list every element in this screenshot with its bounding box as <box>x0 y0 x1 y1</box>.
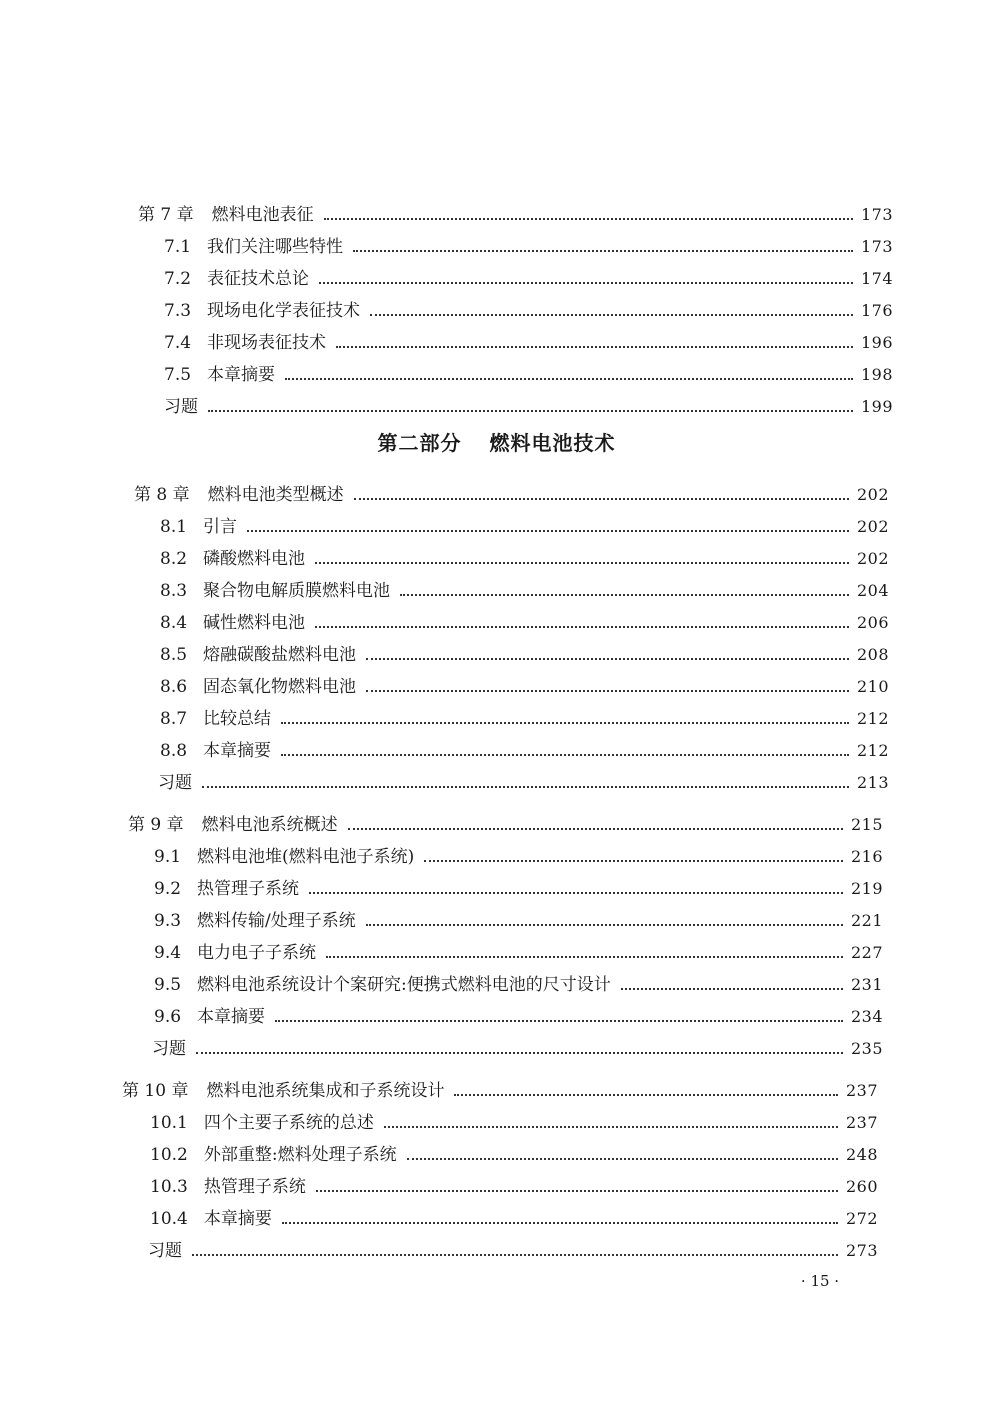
toc-section-entry[interactable] <box>160 636 889 666</box>
entry-number: 第 10 章 <box>122 1081 189 1101</box>
entry-page-number: 237 <box>845 1113 878 1132</box>
toc-exercise-entry[interactable] <box>164 388 893 418</box>
toc-section-entry[interactable] <box>164 356 893 386</box>
entry-title: 熔融碳酸盐燃料电池 <box>203 645 357 665</box>
entry-title: 热管理子系统 <box>197 879 300 899</box>
entry-page-number: 237 <box>845 1081 878 1100</box>
dot-leader <box>315 561 849 564</box>
entry-number: 9.3 <box>154 911 182 931</box>
entry-number: 第 8 章 <box>134 485 190 505</box>
entry-page-number: 272 <box>845 1209 878 1228</box>
toc-section-entry[interactable] <box>160 540 889 570</box>
dot-leader <box>208 409 853 412</box>
toc-section-entry[interactable] <box>154 838 883 868</box>
entry-title: 本章摘要 <box>203 741 272 761</box>
toc-section-entry[interactable] <box>154 998 883 1028</box>
entry-page-number: 199 <box>860 397 893 416</box>
entry-page-number: 216 <box>850 847 883 866</box>
dot-leader <box>247 529 849 532</box>
entry-page-number: 208 <box>856 645 889 664</box>
part-label: 第二部分 <box>377 431 462 455</box>
toc-section-entry[interactable] <box>160 572 889 602</box>
entry-title: 燃料电池表征 <box>211 205 314 225</box>
entry-title: 外部重整:燃料处理子系统 <box>203 1145 397 1165</box>
dot-leader <box>192 1253 838 1256</box>
entry-page-number: 260 <box>845 1177 878 1196</box>
dot-leader <box>348 827 843 830</box>
entry-title: 燃料传输/处理子系统 <box>197 911 356 931</box>
entry-page-number: 235 <box>850 1039 883 1058</box>
entry-page-number: 174 <box>860 269 893 288</box>
entry-title: 燃料电池系统概述 <box>201 815 338 835</box>
entry-number: 8.8 <box>160 741 188 761</box>
toc-exercise-entry[interactable] <box>152 1030 883 1060</box>
dot-leader <box>621 987 843 990</box>
entry-page-number: 213 <box>856 773 889 792</box>
toc-section-entry[interactable] <box>150 1136 878 1166</box>
part-title: 燃料电池技术 <box>489 431 616 455</box>
entry-number: 10.1 <box>150 1113 188 1133</box>
entry-number: 7.2 <box>164 269 192 289</box>
toc-section-entry[interactable] <box>154 870 883 900</box>
entry-number: 习题 <box>152 1039 186 1059</box>
dot-leader <box>309 891 843 894</box>
toc-section-entry[interactable] <box>150 1104 878 1134</box>
entry-number: 9.1 <box>154 847 182 867</box>
entry-page-number: 173 <box>860 205 893 224</box>
entry-page-number: 215 <box>850 815 883 834</box>
entry-title: 聚合物电解质膜燃料电池 <box>203 581 391 601</box>
entry-page-number: 206 <box>856 613 889 632</box>
entry-page-number: 210 <box>856 677 889 696</box>
toc-section-entry[interactable] <box>150 1200 878 1230</box>
entry-number: 10.3 <box>150 1177 188 1197</box>
entry-page-number: 227 <box>850 943 883 962</box>
entry-title: 固态氧化物燃料电池 <box>203 677 357 697</box>
entry-page-number: 248 <box>845 1145 878 1164</box>
entry-number: 7.5 <box>164 365 192 385</box>
dot-leader <box>282 1221 838 1224</box>
dot-leader <box>424 859 843 862</box>
entry-number: 7.3 <box>164 301 192 321</box>
toc-section-entry[interactable] <box>160 668 889 698</box>
page-number: · 15 · <box>800 1272 840 1290</box>
dot-leader <box>370 313 853 316</box>
entry-number: 7.4 <box>164 333 192 353</box>
toc-chapter-entry[interactable] <box>128 806 883 836</box>
dot-leader <box>275 1019 843 1022</box>
part-heading <box>0 427 993 456</box>
entry-page-number: 234 <box>850 1007 883 1026</box>
entry-number: 习题 <box>148 1241 182 1261</box>
entry-title: 非现场表征技术 <box>207 333 327 353</box>
toc-section-entry[interactable] <box>160 700 889 730</box>
dot-leader <box>366 689 849 692</box>
entry-number: 10.4 <box>150 1209 188 1229</box>
entry-title: 燃料电池类型概述 <box>207 485 344 505</box>
entry-number: 习题 <box>164 397 198 417</box>
entry-number: 9.2 <box>154 879 182 899</box>
entry-number: 8.4 <box>160 613 188 633</box>
entry-title: 燃料电池系统集成和子系统设计 <box>206 1081 445 1101</box>
entry-title: 热管理子系统 <box>203 1177 306 1197</box>
dot-leader <box>326 955 843 958</box>
entry-page-number: 176 <box>860 301 893 320</box>
toc-chapter-entry[interactable] <box>134 476 889 506</box>
dot-leader <box>285 377 853 380</box>
entry-title: 本章摘要 <box>203 1209 272 1229</box>
entry-title: 电力电子子系统 <box>197 943 317 963</box>
entry-number: 8.5 <box>160 645 188 665</box>
entry-title: 本章摘要 <box>197 1007 266 1027</box>
toc-exercise-entry[interactable] <box>148 1232 878 1262</box>
toc-section-entry[interactable] <box>160 508 889 538</box>
entry-number: 9.5 <box>154 975 182 995</box>
entry-title: 我们关注哪些特性 <box>207 237 344 257</box>
entry-page-number: 219 <box>850 879 883 898</box>
toc-section-entry[interactable] <box>154 966 883 996</box>
entry-number: 9.4 <box>154 943 182 963</box>
dot-leader <box>400 593 849 596</box>
dot-leader <box>202 785 849 788</box>
entry-title: 碱性燃料电池 <box>203 613 306 633</box>
entry-title: 四个主要子系统的总述 <box>203 1113 374 1133</box>
entry-page-number: 198 <box>860 365 893 384</box>
entry-title: 本章摘要 <box>207 365 276 385</box>
dot-leader <box>336 345 853 348</box>
dot-leader <box>281 721 849 724</box>
entry-page-number: 212 <box>856 741 889 760</box>
toc-section-entry[interactable] <box>160 732 889 762</box>
dot-leader <box>366 657 849 660</box>
dot-leader <box>315 625 849 628</box>
entry-number: 9.6 <box>154 1007 182 1027</box>
entry-page-number: 204 <box>856 581 889 600</box>
entry-title: 现场电化学表征技术 <box>207 301 361 321</box>
entry-title: 表征技术总论 <box>207 269 310 289</box>
toc-chapter-entry[interactable] <box>138 196 893 226</box>
dot-leader <box>196 1051 843 1054</box>
toc-exercise-entry[interactable] <box>158 764 889 794</box>
entry-title: 燃料电池堆(燃料电池子系统) <box>197 847 415 867</box>
toc-section-entry[interactable] <box>164 260 893 290</box>
dot-leader <box>316 1189 838 1192</box>
entry-number: 7.1 <box>164 237 192 257</box>
entry-page-number: 231 <box>850 975 883 994</box>
entry-title: 磷酸燃料电池 <box>203 549 306 569</box>
entry-title: 燃料电池系统设计个案研究:便携式燃料电池的尺寸设计 <box>197 975 611 995</box>
dot-leader <box>319 281 853 284</box>
toc-section-entry[interactable] <box>164 324 893 354</box>
entry-number: 8.3 <box>160 581 188 601</box>
dot-leader <box>384 1125 838 1128</box>
dot-leader <box>281 753 849 756</box>
toc-section-entry[interactable] <box>150 1168 878 1198</box>
dot-leader <box>454 1093 838 1096</box>
entry-page-number: 212 <box>856 709 889 728</box>
toc-section-entry[interactable] <box>160 604 889 634</box>
entry-page-number: 221 <box>850 911 883 930</box>
entry-page-number: 202 <box>856 485 889 504</box>
entry-title: 引言 <box>203 517 238 537</box>
entry-number: 8.6 <box>160 677 188 697</box>
toc-section-entry[interactable] <box>154 902 883 932</box>
entry-number: 8.7 <box>160 709 188 729</box>
entry-page-number: 196 <box>860 333 893 352</box>
dot-leader <box>353 249 853 252</box>
entry-title: 比较总结 <box>203 709 272 729</box>
dot-leader <box>324 217 853 220</box>
entry-number: 第 7 章 <box>138 205 194 225</box>
entry-page-number: 273 <box>845 1241 878 1260</box>
toc-section-entry[interactable] <box>154 934 883 964</box>
dot-leader <box>407 1157 838 1160</box>
entry-number: 10.2 <box>150 1145 188 1165</box>
toc-section-entry[interactable] <box>164 228 893 258</box>
toc-chapter-entry[interactable] <box>122 1072 878 1102</box>
toc-section-entry[interactable] <box>164 292 893 322</box>
dot-leader <box>354 497 849 500</box>
entry-number: 8.2 <box>160 549 188 569</box>
entry-page-number: 202 <box>856 517 889 536</box>
entry-number: 8.1 <box>160 517 188 537</box>
entry-page-number: 173 <box>860 237 893 256</box>
dot-leader <box>366 923 843 926</box>
entry-page-number: 202 <box>856 549 889 568</box>
entry-number: 习题 <box>158 773 192 793</box>
entry-number: 第 9 章 <box>128 815 184 835</box>
